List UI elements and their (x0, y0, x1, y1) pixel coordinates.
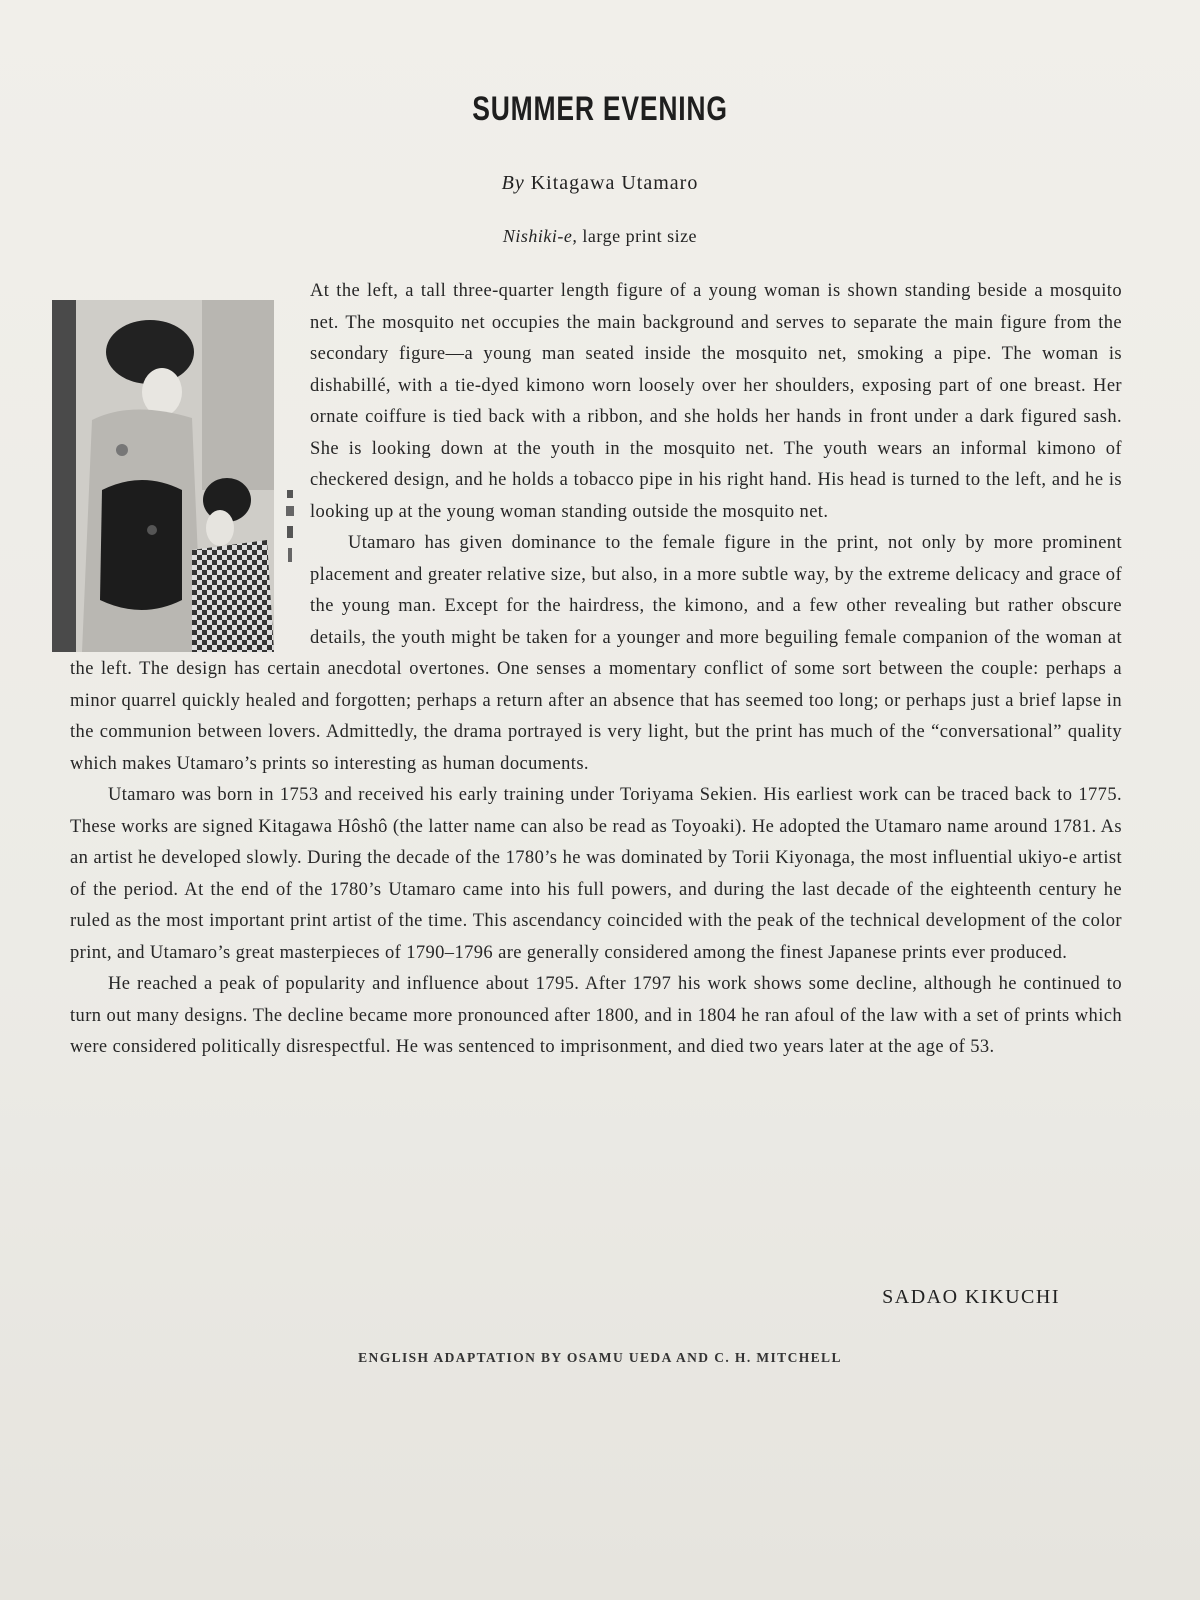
paragraph-2: Utamaro has given dominance to the female figure in the print, not only by more prominent placement and greater relative size, but also, in a more subtle way, by the extreme delicacy and grace of the young man. Except for the hairdress, the kimono, and a few other revealing but rather obscure details, the youth might be taken for a younger and more beguiling female companion of the woman at the left. The design has certain anecdotal overtones. One senses a momentary conflict of some sort between the couple: perhaps a minor quarrel quickly healed and forgotten; perhaps a return after an absence that has seemed too long; or perhaps just a brief lapse in the communion between lovers. Admittedly, the drama portrayed is very light, but the print has much of the “conversational” quality which makes Utamaro’s prints so interesting as human documents. (70, 533, 1122, 774)
byline-name: Kitagawa Utamaro (530, 172, 699, 194)
paragraph-3: Utamaro was born in 1753 and received his early training under Toriyama Sekien. His earliest work can be traced back to 1775. These works are signed Kitagawa Hôshô (the latter name can also be read as Toyoaki). He adopted the Utamaro name around 1781. As an artist he developed slowly. During the decade of the 1780’s he was dominated by Torii Kiyonaga, the most influential ukiyo-e artist of the period. At the end of the 1780’s Utamaro came into his full powers, and during the last decade of the eighteenth century he ruled as the most important print artist of the time. This ascendancy coincided with the peak of the technical development of the color print, and Utamaro’s great masterpieces of 1790–1796 are generally considered among the finest Japanese prints ever produced. (70, 785, 1122, 963)
translation-credit: ENGLISH ADAPTATION BY OSAMU UEDA AND C. H. MITCHELL (358, 1350, 842, 1365)
paragraph-4: He reached a peak of popularity and influence about 1795. After 1797 his work shows some decline, although he continued to turn out many designs. The decline became more pronounced after 1800, and in 1804 he ran afoul of the law with a set of prints which were considered politically disrespectful. He was sentenced to imprisonment, and died two years later at the age of 53. (70, 974, 1122, 1057)
illustration-space (70, 278, 310, 634)
byline (0, 172, 1200, 195)
article-body (70, 276, 1122, 1064)
format-rest: large print size (582, 226, 698, 246)
print-format (0, 226, 1200, 247)
byline-prefix: By (501, 172, 525, 194)
format-italic: Nishiki-e, (502, 226, 578, 246)
author-signature: SADAO KIKUCHI (882, 1286, 1060, 1308)
paragraph-1: At the left, a tall three-quarter length figure of a young woman is shown standing beside a mosquito net. The mosquito net occupies the main background and serves to separate the main figure from the secondary figure—a young man seated inside the mosquito net, smoking a pipe. The woman is dishabillé, with a tie-dyed kimono worn loosely over her shoulders, exposing part of one breast. Her ornate coiffure is tied back with a ribbon, and she holds her hands in front under a dark figured sash. She is looking down at the youth in the mosquito net. The youth wears an informal kimono of checkered design, and he holds a tobacco pipe in his right hand. His head is turned to the left, and he is looking up at the young woman standing outside the mosquito net. (310, 281, 1122, 522)
page-title: SUMMER EVENING (472, 90, 728, 128)
